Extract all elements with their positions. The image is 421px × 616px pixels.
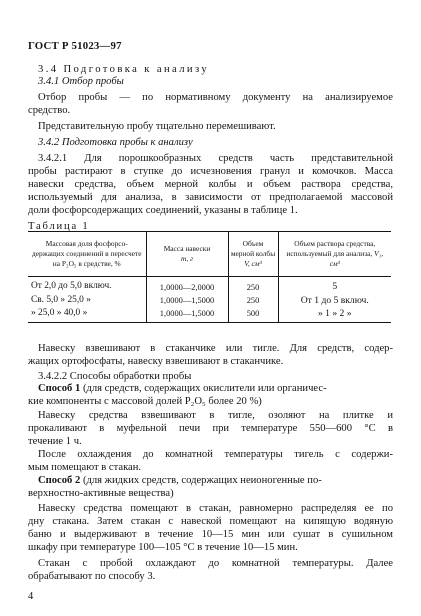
table-cell: 250 — [228, 277, 278, 294]
subsection-heading-3-4-2-2: 3.4.2.2 Способы обработки пробы — [38, 371, 192, 382]
paragraph-line: навески средства, объем мерной колбы и объем раствора средства, — [28, 179, 393, 190]
method-1-label: Способ 1 — [38, 383, 81, 394]
table-row — [28, 277, 391, 294]
paragraph-line: прокаливают в муфельной печи при температуре 550—600 °C в — [28, 423, 393, 434]
paragraph-line: жащих ортофосфаты, навеску взвешивают в стаканчике. — [28, 356, 284, 367]
page-number: 4 — [28, 591, 34, 602]
paragraph-line: Отбор пробы — по нормативному документу на анализируемое — [38, 92, 393, 103]
paragraph-line: шкафу при температуре 100—105 °C в течение 10—15 мин. — [28, 542, 298, 553]
paragraph-line: баню и выдерживают в течение 10—15 мин или сушат в сушильном — [28, 529, 393, 540]
paragraph-line: 3.4.2.1 Для порошкообразных средств часть представительной — [38, 153, 393, 164]
paragraph-line: дну стакана. Затем стакан с навеской помещают на кипящую водяную — [28, 516, 393, 527]
paragraph-line: Навеску средства помещают в стакан, равномерно распределяя ее по — [38, 503, 393, 514]
table-cell: От 1 до 5 включ. — [278, 293, 391, 306]
table-cell: 5 — [278, 277, 391, 294]
subsection-heading-3-4-1: 3.4.1 Отбор пробы — [38, 76, 124, 87]
table-cell: » 25,0 » 40,0 » — [28, 306, 146, 323]
paragraph-line: Навеску взвешивают в стаканчике или тигле. Для средств, содер- — [38, 343, 393, 354]
table-header-row — [28, 232, 391, 277]
method-2-label: Способ 2 — [38, 475, 81, 486]
method-2-line: Способ 2 (для жидких средств, содержащих неионогенные по- — [38, 475, 322, 486]
paragraph-line: течение 1 ч. — [28, 436, 82, 447]
paragraph-line: обрабатывают по способу 3. — [28, 571, 156, 582]
paragraph-line: пробы растирают в ступке до исчезновения гранул и комочков. Масса — [28, 166, 393, 177]
table-cell: Св. 5,0 » 25,0 » — [31, 295, 91, 305]
section-title: 3.4 Подготовка к анализу — [38, 64, 210, 75]
paragraph-line: После охлаждения до комнатной температуры тигель с содержи- — [38, 449, 393, 460]
table-cell: 500 — [228, 306, 278, 323]
column-header-flask-volume: Объем мерной колбы V, см³ — [228, 232, 278, 277]
paragraph-line: Стакан с пробой охлаждают до комнатной температуры. Далее — [38, 558, 393, 569]
table-cell: 1,0000—1,5000 — [146, 293, 228, 306]
column-header-mass-fraction: Массовая доля фосфорсо-держащих соединений в пересчете на P₂O₅ в средстве, % — [28, 232, 146, 277]
table-cell: 250 — [228, 293, 278, 306]
paragraph-line: используемый для анализа, в зависимости от предполагаемой массовой — [28, 192, 393, 203]
paragraph-line: средство. — [28, 105, 71, 116]
column-header-solution-volume: Объем раствора средства, используемый для анализа, V₁, см³ — [278, 232, 391, 277]
paragraph-line: верхностно-активные вещества) — [28, 488, 174, 499]
paragraph-line: Представительную пробу тщательно перемешивают. — [38, 121, 276, 132]
paragraph-line: доли фосфорсодержащих соединений, указаны в таблице 1. — [28, 205, 298, 216]
table-caption: Таблица 1 — [28, 221, 90, 232]
method-1-line: Способ 1 (для средств, содержащих окислители или органичес- — [38, 383, 327, 394]
table-cell: 1,0000—2,0000 — [146, 277, 228, 294]
subsection-heading-3-4-2: 3.4.2 Подготовка пробы к анализу — [38, 137, 193, 148]
paragraph-line: кие компоненты с массовой долей P₂O₅ более 20 %) — [28, 396, 262, 407]
data-table — [28, 231, 391, 323]
table-row — [28, 306, 391, 323]
paragraph-line: мым помещают в стакан. — [28, 462, 142, 473]
standard-header: ГОСТ Р 51023—97 — [28, 40, 122, 52]
column-header-sample-mass: Масса навески m, г — [146, 232, 228, 277]
table-row — [28, 293, 391, 306]
table-cell: От 2,0 до 5,0 включ. — [31, 281, 112, 291]
paragraph-line: Навеску средства взвешивают в тигле, озоляют на плитке и — [38, 410, 393, 421]
table-cell: 1,0000—1,5000 — [146, 306, 228, 323]
table-cell: » 1 » 2 » — [278, 306, 391, 323]
